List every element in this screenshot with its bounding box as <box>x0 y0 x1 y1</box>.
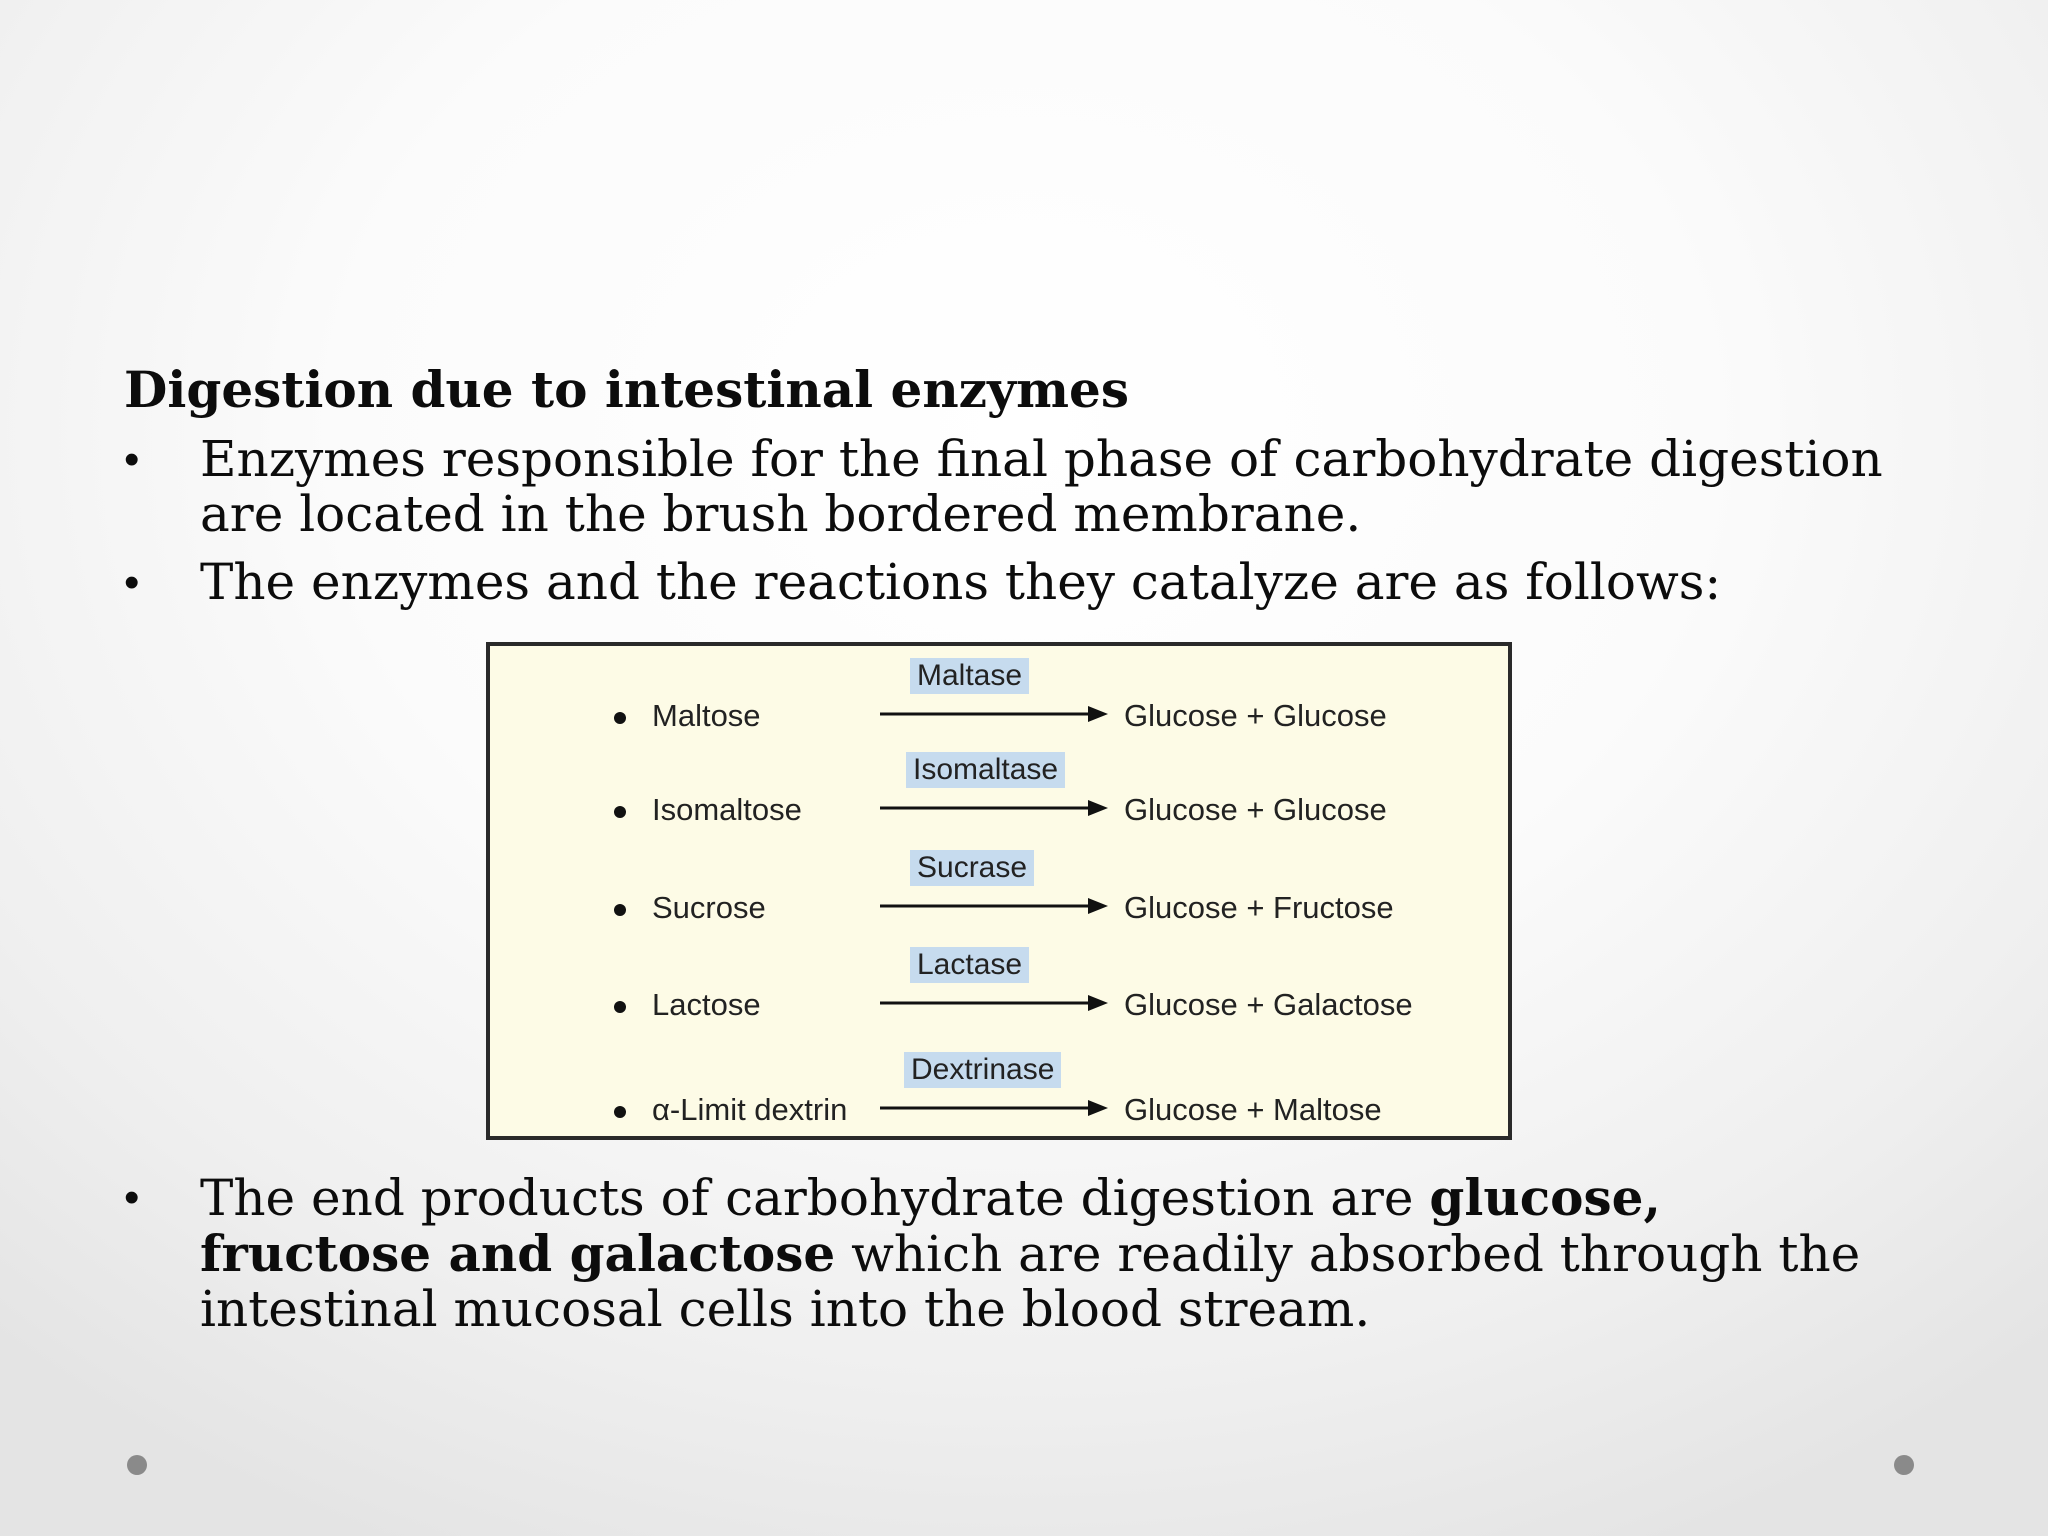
decorative-corner-dot-right <box>1894 1455 1914 1475</box>
substrate-label: Sucrose <box>652 890 766 925</box>
bullet-text-part1: The end products of carbohydrate digestion are <box>200 1169 1430 1227</box>
bullet-marker: • <box>124 1173 140 1222</box>
product-label: Glucose + Glucose <box>1124 792 1387 827</box>
bullet-text: The enzymes and the reactions they catalyze are as follows: <box>200 553 1722 611</box>
row-bullet-dot <box>614 1001 626 1013</box>
product-label: Glucose + Fructose <box>1124 890 1394 925</box>
bullet-item-1 <box>124 432 1904 542</box>
enzyme-reactions-diagram <box>486 642 1512 1140</box>
reaction-arrow <box>880 704 1108 724</box>
product-label: Glucose + Glucose <box>1124 698 1387 733</box>
bullet-marker: • <box>124 558 140 607</box>
row-bullet-dot <box>614 1106 626 1118</box>
bullet-text-part2: which are readily absorbed through the intestinal mucosal cells into the blood stream. <box>200 1225 1861 1338</box>
bullet-marker: • <box>124 435 140 484</box>
bullet-item-3 <box>124 1170 1904 1337</box>
enzyme-label: Maltase <box>910 658 1029 694</box>
reaction-arrow <box>880 1098 1108 1118</box>
bullet-text-bold: glucose, fructose and galactose <box>200 1168 1661 1283</box>
substrate-label: Isomaltose <box>652 792 802 827</box>
row-bullet-dot <box>614 806 626 818</box>
reaction-row-lactose <box>490 948 1508 1033</box>
reaction-arrow <box>880 798 1108 818</box>
decorative-corner-dot-left <box>127 1455 147 1475</box>
reaction-arrow <box>880 993 1108 1013</box>
product-label: Glucose + Maltose <box>1124 1092 1382 1127</box>
reaction-row-isomaltose <box>490 753 1508 838</box>
row-bullet-dot <box>614 904 626 916</box>
substrate-label: Lactose <box>652 987 761 1022</box>
product-label: Glucose + Galactose <box>1124 987 1413 1022</box>
bullet-item-2 <box>124 555 1904 610</box>
bullet-text <box>200 1170 1904 1337</box>
slide-heading: Digestion due to intestinal enzymes <box>124 360 1129 419</box>
reaction-arrow <box>880 896 1108 916</box>
row-bullet-dot <box>614 712 626 724</box>
substrate-label: Maltose <box>652 698 761 733</box>
enzyme-label: Lactase <box>910 947 1029 983</box>
reaction-row-sucrose <box>490 851 1508 936</box>
bullet-text: Enzymes responsible for the final phase of carbohydrate digestion are located in the brush bordered membrane. <box>200 430 1883 543</box>
enzyme-label: Sucrase <box>910 850 1034 886</box>
reaction-row-limit-dextrin <box>490 1053 1508 1138</box>
substrate-label: α-Limit dextrin <box>652 1092 848 1127</box>
enzyme-label: Dextrinase <box>904 1052 1061 1088</box>
reaction-row-maltose <box>490 659 1508 744</box>
enzyme-label: Isomaltase <box>906 752 1065 788</box>
